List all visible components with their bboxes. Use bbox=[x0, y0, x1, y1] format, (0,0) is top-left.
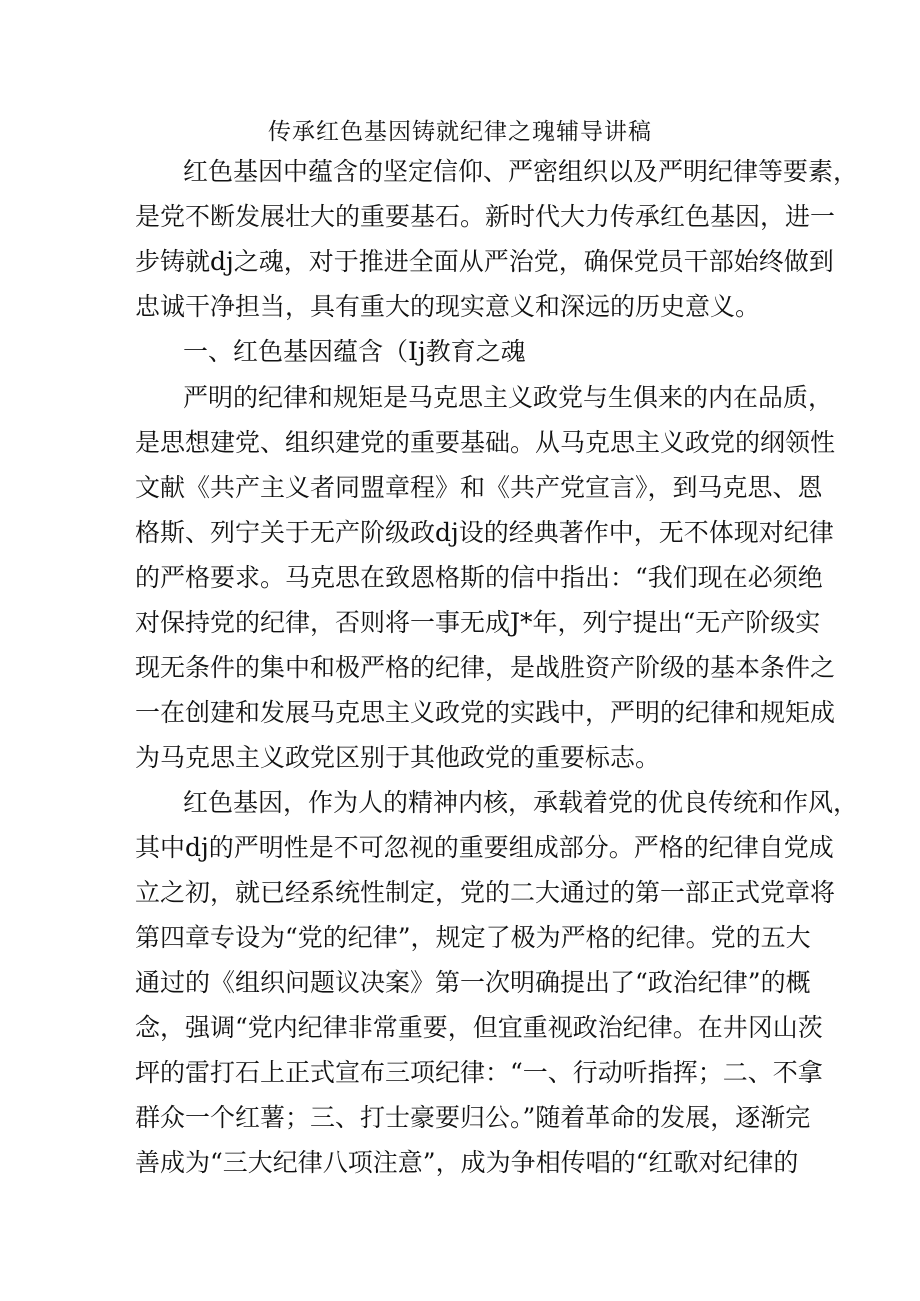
text-line: 红色基因中蕴含的坚定信仰、严密组织以及严明纪律等要素， bbox=[183, 157, 859, 186]
text-line: 是思想建党、组织建党的重要基础。从马克思主义政党的纲领性 bbox=[135, 428, 836, 457]
text-line: 步铸就dj之魂，对于推进全面从严治党，确保党员干部始终做到 bbox=[135, 247, 834, 276]
section-heading: 一、红色基因蕴含（Ij教育之魂 bbox=[183, 337, 526, 366]
text-line: 立之初，就已经系统性制定，党的二大通过的第一部正式党章将 bbox=[135, 878, 836, 907]
text-line: 红色基因，作为人的精神内核，承载着党的优良传统和作风， bbox=[183, 788, 859, 817]
text-line: 第四章专设为“党的纪律”，规定了极为严格的纪律。党的五大 bbox=[135, 923, 811, 952]
text-line: 其中dj的严明性是不可忽视的重要组成部分。严格的纪律自党成 bbox=[135, 833, 834, 862]
text-line: 现无条件的集中和极严格的纪律，是战胜资产阶级的基本条件之 bbox=[135, 653, 836, 682]
text-line: 对保持党的纪律，否则将一事无成J*年，列宁提出“无产阶级实 bbox=[135, 608, 821, 637]
text-line: 念，强调“党内纪律非常重要，但宜重视政治纪律。在井冈山茨 bbox=[135, 1013, 823, 1042]
text-line: 文献《共产主义者同盟章程》和《共产党宣言》，到马克思、恩 bbox=[135, 473, 823, 502]
document-title: 传承红色基因铸就纪律之瑰辅导讲稿 bbox=[268, 119, 652, 145]
text-line: 善成为“三大纪律八项注意”，成为争相传唱的“红歌对纪律的 bbox=[135, 1148, 799, 1177]
text-line: 为马克思主义政党区别于其他政党的重要标志。 bbox=[135, 743, 661, 772]
text-line: 忠诚干净担当，具有重大的现实意义和深远的历史意义。 bbox=[135, 292, 761, 321]
text-line: 格斯、列宁关于无产阶级政dj设的经典著作中，无不体现对纪律 bbox=[135, 518, 834, 547]
text-line: 一在创建和发展马克思主义政党的实践中，严明的纪律和规矩成 bbox=[135, 698, 836, 727]
text-line: 严明的纪律和规矩是马克思主义政党与生俱来的内在品质， bbox=[183, 383, 834, 412]
text-line: 的严格要求。马克思在致恩格斯的信中指出：“我们现在必须绝 bbox=[135, 563, 823, 592]
text-line: 通过的《组织问题议决案》第一次明确提出了“政治纪律”的概 bbox=[135, 968, 811, 997]
text-line: 是党不断发展壮大的重要基石。新时代大力传承红色基因，进一 bbox=[135, 202, 836, 231]
text-line: 群众一个红薯；三、打士豪要归公。”随着革命的发展，逐渐完 bbox=[135, 1103, 811, 1132]
text-line: 坪的雷打石上正式宣布三项纪律：“一、行动听指挥；二、不拿 bbox=[135, 1058, 823, 1087]
